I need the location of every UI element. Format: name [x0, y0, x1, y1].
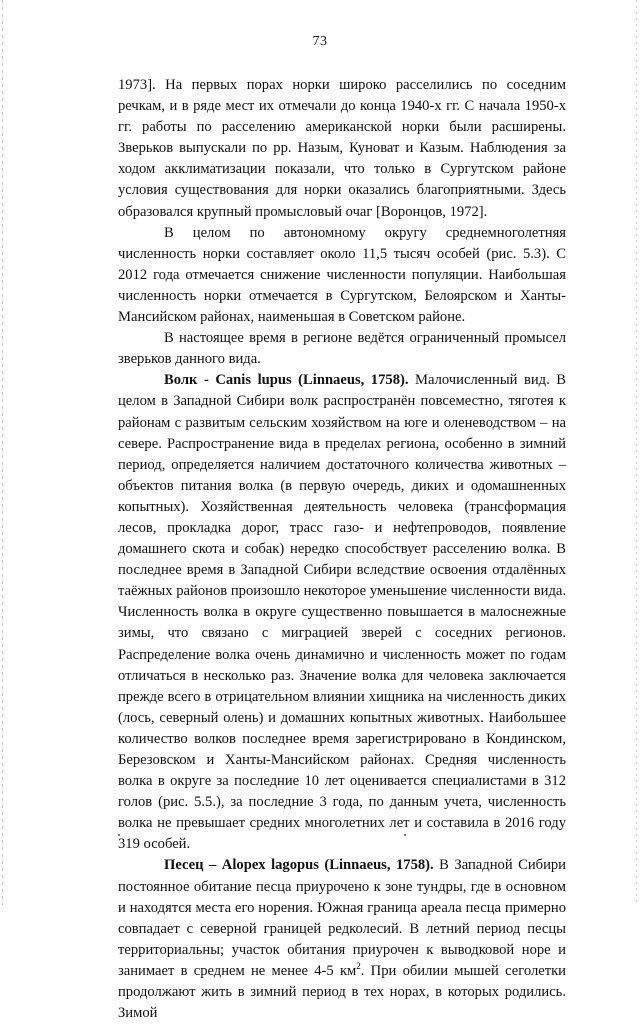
paragraph-arctic-fox: [118, 855, 566, 1024]
page-number: 73: [312, 34, 328, 49]
body-text: [118, 75, 566, 1024]
arctic-fox-description-part-1: В Западной Сибири постоянное обитание песца приурочено к зоне тундры, где в основном и находятся места его норения. Южная граница ареала песца примерно совпадает с северной границей редколесий. В летний период песцы территориальны; участок обитания приурочен к выводковой норе и занимает в среднем не менее 4-5 км: [118, 857, 566, 979]
scan-edge-left: [2, 0, 3, 905]
area-unit-superscript: 2: [356, 961, 361, 972]
wolf-species-heading: Волк - Canis lupus (Linnaeus, 1758).: [164, 372, 409, 389]
scan-speck: [404, 834, 406, 836]
paragraph-mink-hunting: В настоящее время в регионе ведётся ограниченный промысел зверьков данного вида.: [118, 330, 566, 368]
paragraph-mink-resettlement: 1973]. На первых порах норки широко расселились по соседним речкам, и в ряде мест их отмечали до конца 1940-х гг. С начала 1950-х гг. работы по расселению американской норки были расширены. Зверьков выпускали по рр. Назым, Куноват и Казым. Наблюдения за ходом акклиматизации показали, что только в Сургутском районе условия существования для норки оказались благоприятными. Здесь образовался крупный промысловый очаг [Воронцов, 1972].: [118, 77, 566, 220]
arctic-fox-species-heading: Песец – Alopex lagopus (Linnaeus, 1758).: [164, 857, 434, 874]
scan-edge-right: [636, 0, 637, 905]
scan-speck: [118, 834, 120, 836]
paragraph-wolf: [118, 370, 566, 855]
paragraph-mink-population: В целом по автономному округу среднемноголетняя численность норки составляет около 11,5 тысяч особей (рис. 5.3). С 2012 года отмечается снижение численности популяции. Наибольшая численность норки отмечается в Сургутском, Белоярском и Ханты-Мансийском районах, наименьшая в Советском районе.: [118, 224, 566, 326]
arctic-fox-description-part-2: . При обилии мышей сеголетки продолжают жить в зимний период в тех норах, в которых родились. Зимой: [118, 962, 566, 1022]
wolf-description: Малочисленный вид. В целом в Западной Сибири волк распространён повсеместно, тяготея к районам с развитым сельским хозяйством на юге и оленеводством – на севере. Распространение вида в пределах региона, особенно в зимний период, определяется наличием достаточного количества животных – объектов питания волка (в первую очередь, диких и одомашненных копытных). Хозяйственная деятельность человека (трансформация лесов, прокладка дорог, трасс газо- и нефтепроводов, появление домашнего скота и собак) нередко способствует расселению волка. В последнее время в Западной Сибири вследствие освоения отдалённых таёжных районов произошло некоторое уменьшение численности вида. Численность волка в округе существенно повышается в малоснежные зимы, что связано с миграцией зверей с соседних регионов. Распределение волка очень динамично и численность может по годам отличаться в несколько раз. Значение волка для человека заключается прежде всего в отрицательном влиянии хищника на численность диких (лось, северный олень) и домашних копытных животных. Наибольшее количество волков последнее время зарегистрировано в Кондинском, Березовском и Ханты-Мансийском районах. Средняя численность волка в округе за последние 10 лет оценивается специалистами в 312 голов (рис. 5.5.), за последние 3 года, по данным учета, численность волка не превышает средних многолетних лет и составила в 2016 году 319 особей.: [118, 372, 566, 853]
